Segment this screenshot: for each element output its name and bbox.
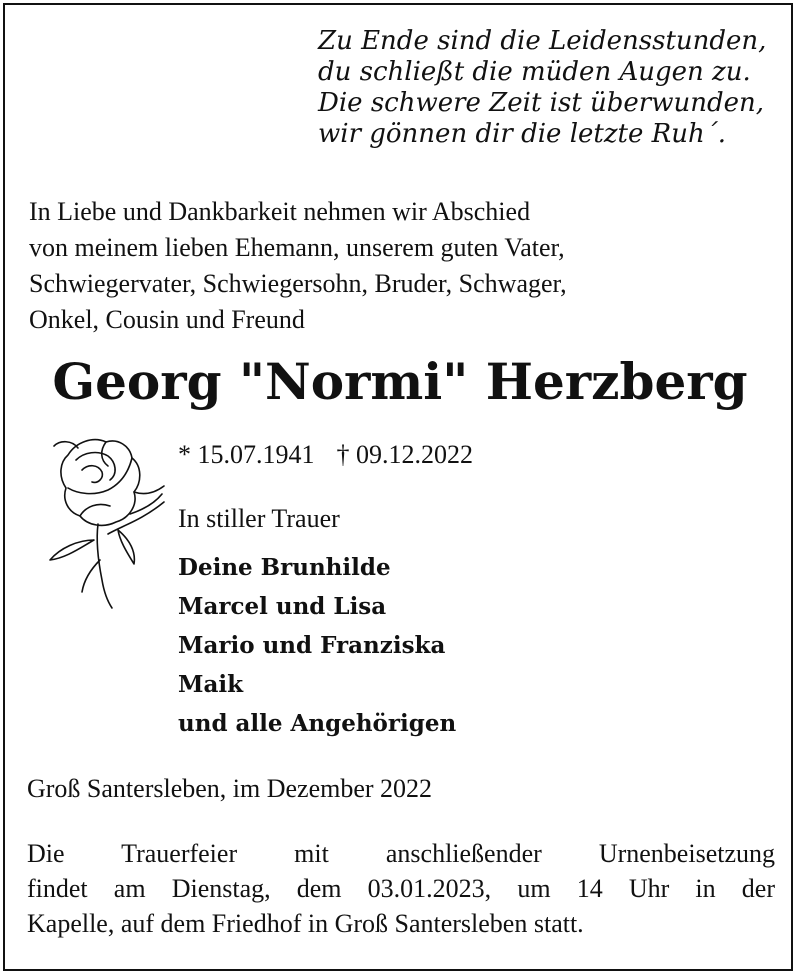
poem [318,26,766,150]
intro-line: Onkel, Cousin und Freund [29,305,305,334]
mourner: Maik [178,671,244,698]
mourner: Marcel und Lisa [178,593,387,620]
mourners-list [178,548,456,743]
death-date: † 09.12.2022 [336,440,473,469]
intro-text [29,194,567,338]
intro-line: von meinem lieben Ehemann, unserem guten Vater, [29,233,565,262]
mourner: Deine Brunhilde [178,554,391,581]
intro-line: Schwiegervater, Schwiegersohn, Bruder, Schwager, [29,269,567,298]
service-line: Die Trauerfeier mit anschließender Urnenbeisetzung [27,839,775,868]
poem-line: du schließt die müden Augen zu. [318,57,751,87]
deceased-name: Georg "Normi" Herzberg [52,352,748,411]
birth-date: * 15.07.1941 [178,440,315,469]
rose-icon [38,430,173,610]
poem-line: wir gönnen dir die letzte Ruh´. [318,119,726,149]
life-dates [178,438,473,472]
mourner: und alle Angehörigen [178,710,457,737]
service-line: Kapelle, auf dem Friedhof in Groß Santersleben statt. [27,909,584,938]
poem-line: Die schwere Zeit ist überwunden, [318,88,765,118]
intro-line: In Liebe und Dankbarkeit nehmen wir Abschied [29,197,531,226]
poem-line: Zu Ende sind die Leidensstunden, [318,26,767,56]
mourner: Mario und Franziska [178,632,446,659]
service-line: findet am Dienstag, dem 03.01.2023, um 14 Uhr in der [27,874,775,903]
place-date: Groß Santersleben, im Dezember 2022 [27,774,433,803]
service-info [27,836,775,941]
mourning-heading: In stiller Trauer [178,504,340,533]
